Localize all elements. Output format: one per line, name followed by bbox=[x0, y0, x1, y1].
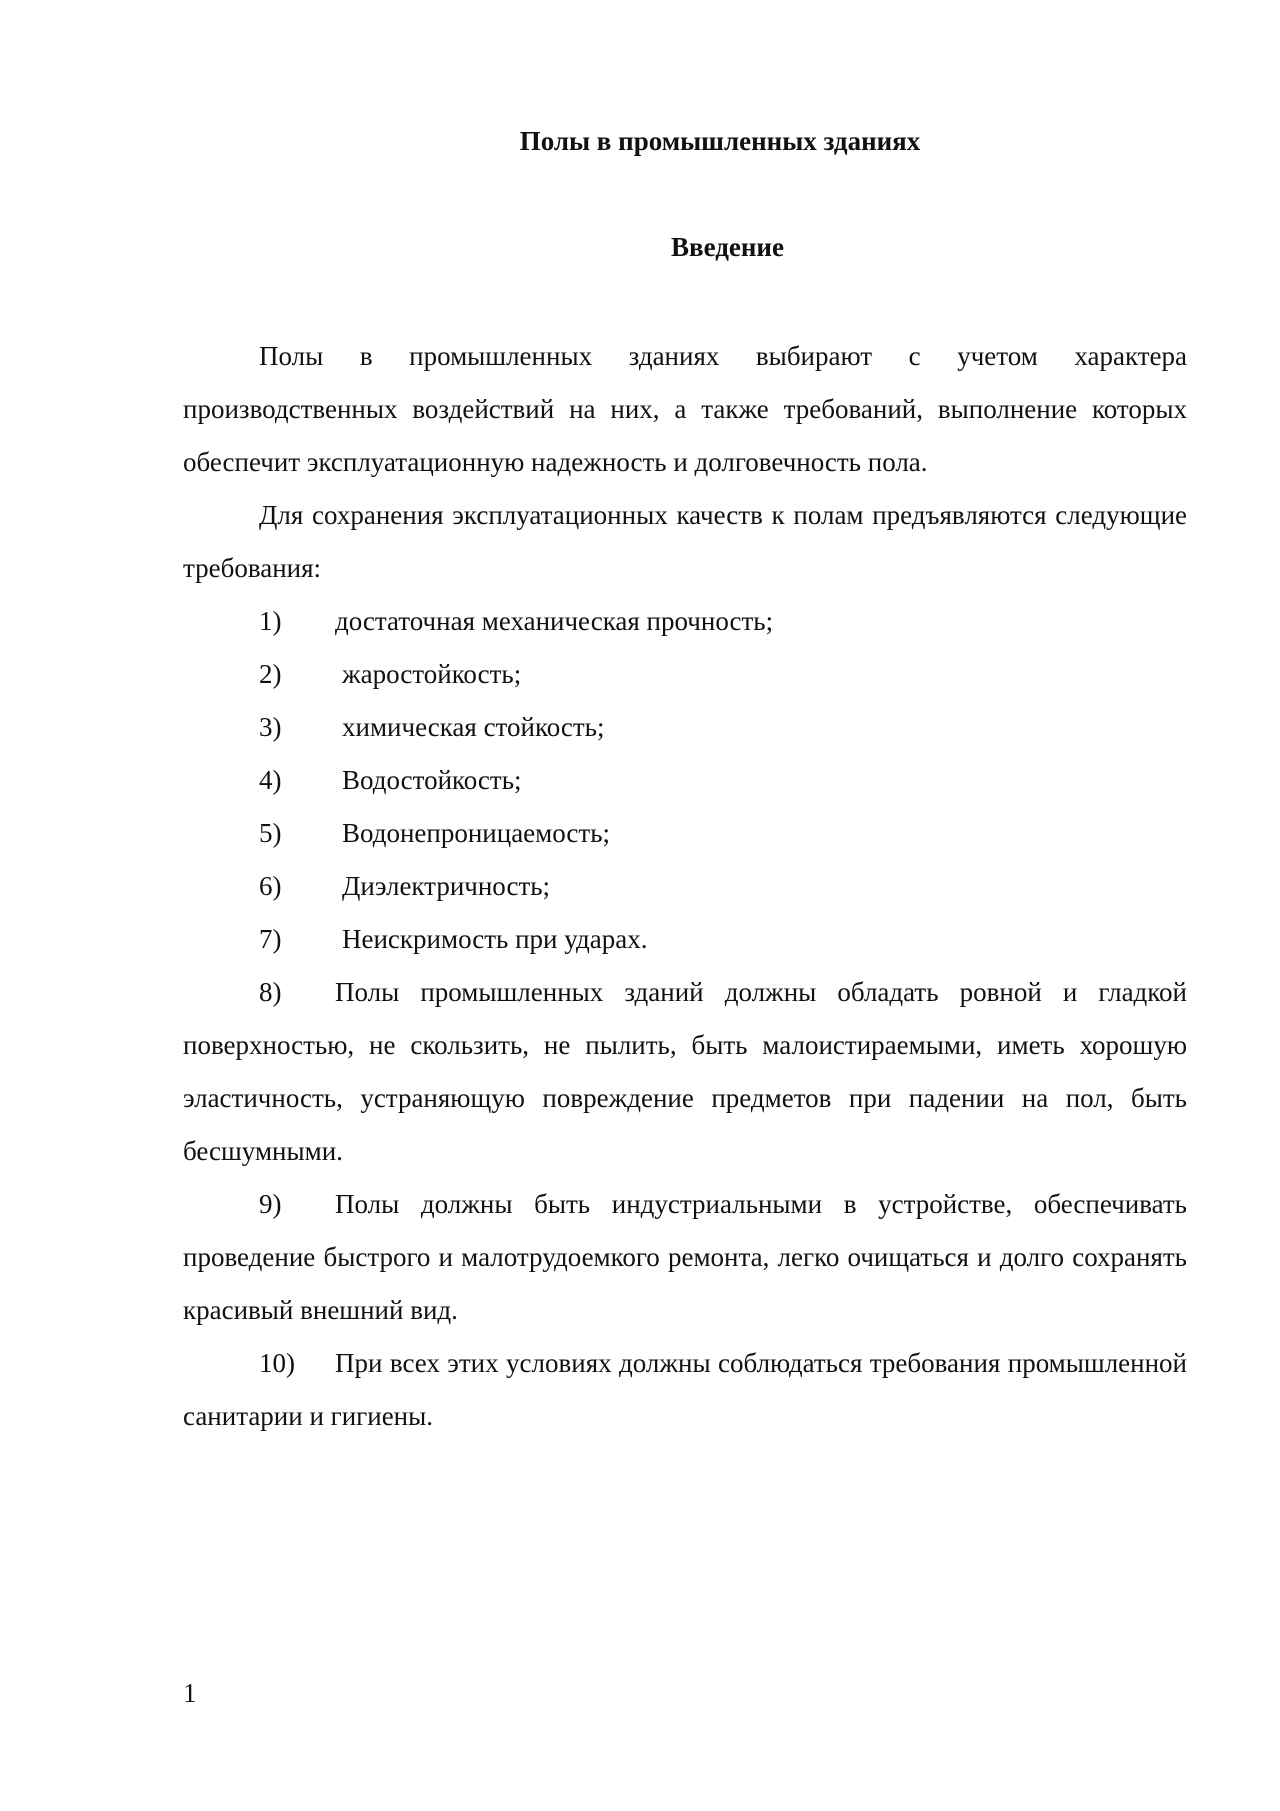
list-item-number: 9) bbox=[259, 1189, 282, 1219]
paragraph: Полы в промышленных зданиях выбирают с учетом характера производственных воздействий на них, а также требований, выполнение которых обеспечит эксплуатационную надежность и долговечность пола. bbox=[183, 341, 1187, 477]
list-item-text: химическая стойкость; bbox=[342, 712, 605, 742]
list-item bbox=[183, 701, 1187, 754]
list-item-number: 1) bbox=[259, 606, 282, 636]
document-body bbox=[183, 330, 1187, 1443]
list-item-number: 3) bbox=[259, 712, 282, 742]
list-item bbox=[183, 1337, 1187, 1443]
list-item-text: Водостойкость; bbox=[342, 765, 522, 795]
list-item bbox=[183, 807, 1187, 860]
list-item-number: 7) bbox=[259, 924, 282, 954]
list-item-number: 4) bbox=[259, 765, 282, 795]
list-item-number: 10) bbox=[259, 1348, 295, 1378]
list-item-text: Полы промышленных зданий должны обладать ровной и гладкой поверхностью, не скользить, не пылить, быть малоистираемыми, иметь хорошую эластичность, устраняющую повреждение предметов при падении на пол, быть бесшумными. bbox=[183, 977, 1187, 1166]
list-item bbox=[183, 860, 1187, 913]
list-item-number: 5) bbox=[259, 818, 282, 848]
list-item-text: Водонепроницаемость; bbox=[342, 818, 611, 848]
list-item-text: Диэлектричность; bbox=[342, 871, 551, 901]
list-item bbox=[183, 595, 1187, 648]
list-item-text: Полы должны быть индустриальными в устройстве, обеспечивать проведение быстрого и малотрудоемкого ремонта, легко очищаться и долго сохранять красивый внешний вид. bbox=[183, 1189, 1187, 1325]
list-item bbox=[183, 754, 1187, 807]
paragraph: Для сохранения эксплуатационных качеств к полам предъявляются следующие требования: bbox=[183, 500, 1187, 583]
document-title: Полы в промышленных зданиях bbox=[519, 126, 921, 156]
list-item-text: При всех этих условиях должны соблюдаться требования промышленной санитарии и гигиены. bbox=[183, 1348, 1187, 1431]
list-item-text: жаростойкость; bbox=[342, 659, 522, 689]
list-item bbox=[183, 913, 1187, 966]
list-item-text: Неискримость при ударах. bbox=[342, 924, 648, 954]
list-item-number: 2) bbox=[259, 659, 282, 689]
list-item-text: достаточная механическая прочность; bbox=[335, 606, 774, 636]
page-number: 1 bbox=[183, 1678, 197, 1708]
list-item bbox=[183, 966, 1187, 1178]
list-item-number: 6) bbox=[259, 871, 282, 901]
section-heading: Введение bbox=[671, 232, 784, 262]
list-item bbox=[183, 1178, 1187, 1337]
list-item-number: 8) bbox=[259, 977, 282, 1007]
list-item bbox=[183, 648, 1187, 701]
